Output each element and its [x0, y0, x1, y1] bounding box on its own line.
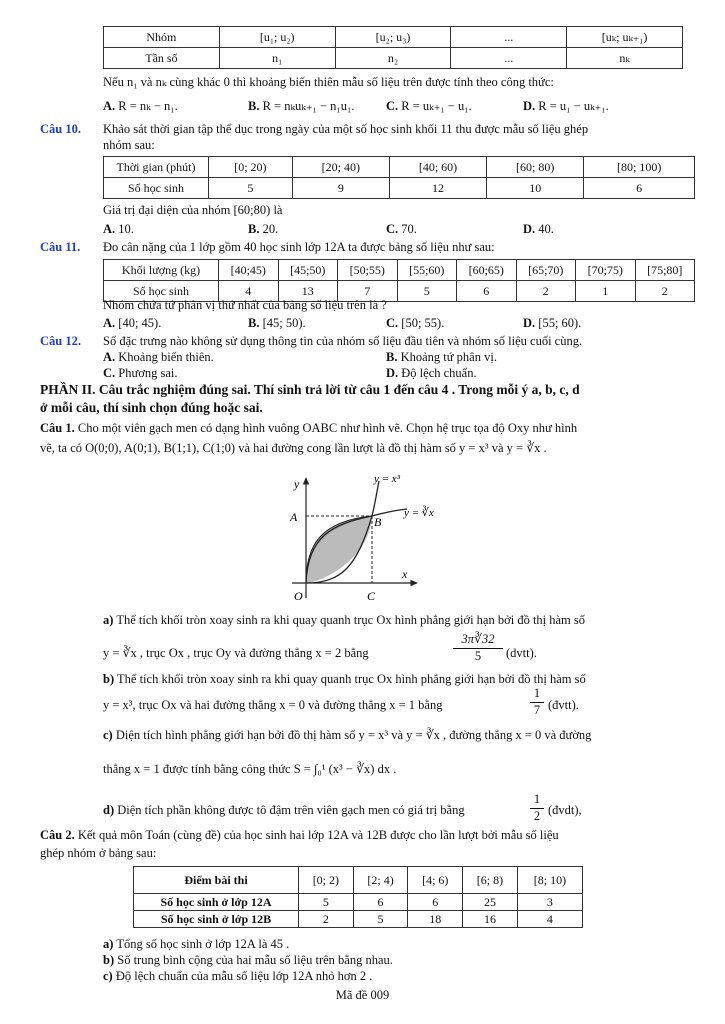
question-text: nhóm sau: [103, 138, 155, 152]
table-header: [75;80] [635, 260, 695, 281]
x-axis-label: x [402, 567, 408, 581]
table-cell: Tần số [104, 48, 220, 69]
table-cell: 13 [278, 281, 338, 302]
table-cell: 25 [463, 894, 518, 911]
table-cell: 9 [292, 178, 389, 199]
table-header: [40; 60) [389, 157, 486, 178]
table-cell: 4 [219, 281, 279, 302]
problem-1-setup: vẽ, ta có O(0;0), A(0;1), B(1;1), C(1;0) và hai đường cong lần lượt là đồ thị hàm số y = x³ và y = ∛x . [40, 441, 547, 455]
answer-d: D. [55; 60). [523, 316, 582, 330]
table-cell: ... [451, 48, 567, 69]
table-cell: 2 [635, 281, 695, 302]
statement-a: a) Tổng số học sinh ở lớp 12A là 45 . [103, 937, 290, 951]
score-table [133, 866, 583, 928]
answer-a: A. [40; 45). [103, 316, 162, 330]
table-cell: 5 [397, 281, 457, 302]
section-subtitle: ở mỗi câu, thí sinh chọn đúng hoặc sai. [40, 400, 263, 415]
problem-2: Câu 2. Kết quả môn Toán (cùng đề) của học sinh hai lớp 12A và 12B được cho lần lượt bởi mẫu số liệu [40, 828, 559, 842]
table-cell: Số học sinh [104, 281, 219, 302]
table-cell: 6 [457, 281, 517, 302]
table-cell: 1 [576, 281, 636, 302]
table-cell: 10 [487, 178, 584, 199]
exercise-time-table [103, 156, 695, 199]
answer-c: C. [50; 55). [386, 316, 445, 330]
question-number: Câu 10. [40, 122, 81, 136]
table-cell: 7 [338, 281, 398, 302]
fraction: 1 2 [530, 792, 544, 824]
point-b: B [374, 515, 382, 529]
statement-d: d) Diện tích phần không được tô đậm trên viên gạch men có giá trị bằng [103, 803, 465, 817]
table-cell: 12 [389, 178, 486, 199]
table-header: [4; 6) [408, 867, 463, 894]
weight-table [103, 259, 695, 302]
question-number: Câu 12. [40, 334, 81, 348]
table-cell: 6 [584, 178, 695, 199]
table-header: [uₖ; uₖ₊₁) [567, 27, 683, 48]
table-header: [u₁; u₂) [219, 27, 335, 48]
statement-b: b) Số trung bình cộng của hai mẫu số liệu trên bằng nhau. [103, 953, 393, 967]
table-header: [2; 4) [353, 867, 408, 894]
statement-a-cont: y = ∛x , trục Ox , trục Oy và đường thẳng x = 2 bằng [103, 646, 369, 660]
statement-b: b) Thể tích khối tròn xoay sinh ra khi quay quanh trục Ox hình phẳng giới hạn bởi đồ thị hàm số [103, 672, 586, 686]
statement-a: a) Thể tích khối tròn xoay sinh ra khi quay quanh trục Ox hình phẳng giới hạn bởi đồ thị hàm số [103, 613, 586, 627]
table-header: Thời gian (phút) [104, 157, 209, 178]
table-header: [80; 100) [584, 157, 695, 178]
section-title: PHẦN II. Câu trắc nghiệm đúng sai. Thí sinh trả lời từ câu 1 đến câu 4 . Trong mỗi ý a, b, c, d [40, 382, 580, 397]
table-header: [60; 80) [487, 157, 584, 178]
answer-a: A. 10. [103, 222, 134, 236]
statement-c: c) Diện tích hình phẳng giới hạn bởi đồ thị hàm số y = x³ và y = ∛x , đường thẳng x = 0 và đường [103, 728, 592, 742]
answer-b: B. R = nₖuₖ₊₁ − n₁u₁. [248, 99, 355, 113]
question-text: Giá trị đại diện của nhóm [60;80) là [103, 203, 283, 217]
table-cell: n₂ [335, 48, 451, 69]
problem-1: Câu 1. Cho một viên gạch men có dạng hình vuông OABC như hình vẽ. Chọn hệ trục tọa độ Oxy như hình [40, 421, 578, 435]
y-axis-label: y [294, 477, 300, 491]
answer-d: D. 40. [523, 222, 554, 236]
question-text: Nhóm chứa tứ phân vị thứ nhất của bảng số liệu trên là ? [103, 298, 387, 312]
answer-c: C. Phương sai. [103, 366, 178, 380]
table-cell: n₁ [219, 48, 335, 69]
table-cell: 16 [463, 911, 518, 928]
answer-b: B. [45; 50). [248, 316, 306, 330]
group-frequency-table [103, 26, 683, 69]
table-header: [20; 40) [292, 157, 389, 178]
table-cell: 6 [408, 894, 463, 911]
unit: (đvdt), [548, 803, 582, 817]
question-11: Câu 11. Đo cân nặng của 1 lớp gồm 40 học sinh lớp 12A ta được bảng số liệu như sau: [40, 240, 495, 254]
table-cell: nₖ [567, 48, 683, 69]
answer-a: A. Khoảng biến thiên. [103, 350, 214, 364]
table-header: [0; 2) [299, 867, 354, 894]
table-cell: 4 [517, 911, 582, 928]
table-cell: 2 [516, 281, 576, 302]
statement-b-cont: y = x³, trục Ox và hai đường thẳng x = 0 và đường thẳng x = 1 bằng [103, 698, 443, 712]
table-header: [0; 20) [209, 157, 293, 178]
table-cell: Số học sinh [104, 178, 209, 199]
tile-figure [272, 466, 442, 606]
cubic-label: y = x³ [374, 473, 400, 485]
table-header: ... [451, 27, 567, 48]
problem-2-cont: ghép nhóm ở bảng sau: [40, 846, 157, 860]
table-header: [65;70) [516, 260, 576, 281]
table-header: [u₂; u₃) [335, 27, 451, 48]
question-10: Câu 10. Khảo sát thời gian tập thể dục trong ngày của một số học sinh khối 11 thu được mẫu số liệu ghép [40, 122, 589, 136]
fraction: 1 7 [530, 686, 544, 718]
answer-c: C. R = uₖ₊₁ − u₁. [386, 99, 472, 113]
table-header: [6; 8) [463, 867, 518, 894]
table-header: [8; 10) [517, 867, 582, 894]
answer-d: D. R = u₁ − uₖ₊₁. [523, 99, 609, 113]
unit: (dvtt). [506, 646, 537, 660]
table-cell: 5 [299, 894, 354, 911]
table-cell: 5 [353, 911, 408, 928]
table-cell: Số học sinh ở lớp 12A [134, 894, 299, 911]
unit: (đvtt). [548, 698, 579, 712]
formula-intro: Nếu n₁ và nₖ cùng khác 0 thì khoảng biến thiên mẫu số liệu trên được tính theo công thức: [103, 75, 554, 89]
table-header: Điểm bài thi [134, 867, 299, 894]
question-number: Câu 11. [40, 240, 81, 254]
table-cell: 3 [517, 894, 582, 911]
point-o: O [294, 589, 303, 603]
answer-a: A. R = nₖ − n₁. [103, 99, 178, 113]
table-header: [55;60) [397, 260, 457, 281]
table-cell: 6 [353, 894, 408, 911]
table-header: [50;55) [338, 260, 398, 281]
table-cell: 18 [408, 911, 463, 928]
point-c: C [367, 589, 376, 603]
answer-b: B. 20. [248, 222, 279, 236]
point-a: A [290, 510, 298, 524]
table-cell: 5 [209, 178, 293, 199]
table-header: [70;75) [576, 260, 636, 281]
answer-c: C. 70. [386, 222, 417, 236]
table-cell: 2 [299, 911, 354, 928]
question-12: Câu 12. Số đặc trưng nào không sử dụng thông tin của nhóm số liệu đầu tiên và nhóm số liệu cuối cùng. [40, 334, 583, 348]
table-header: Khối lượng (kg) [104, 260, 219, 281]
table-header: Nhóm [104, 27, 220, 48]
exam-code: Mã đề 009 [335, 988, 390, 1002]
statement-c-cont: thẳng x = 1 được tính bằng công thức S = ∫₀¹ (x³ − ∛x) dx . [103, 762, 397, 776]
statement-c: c) Độ lệch chuẩn của mẫu số liệu lớp 12A nhỏ hơn 2 . [103, 969, 373, 983]
cube-root-label: y = ∛x [404, 507, 434, 519]
table-cell: Số học sinh ở lớp 12B [134, 911, 299, 928]
answer-b: B. Khoảng tứ phân vị. [386, 350, 497, 364]
answer-d: D. Độ lệch chuẩn. [386, 366, 477, 380]
fraction: 3π∛32 5 [453, 632, 503, 664]
table-header: [45;50) [278, 260, 338, 281]
table-header: [60;65) [457, 260, 517, 281]
table-header: [40;45) [219, 260, 279, 281]
